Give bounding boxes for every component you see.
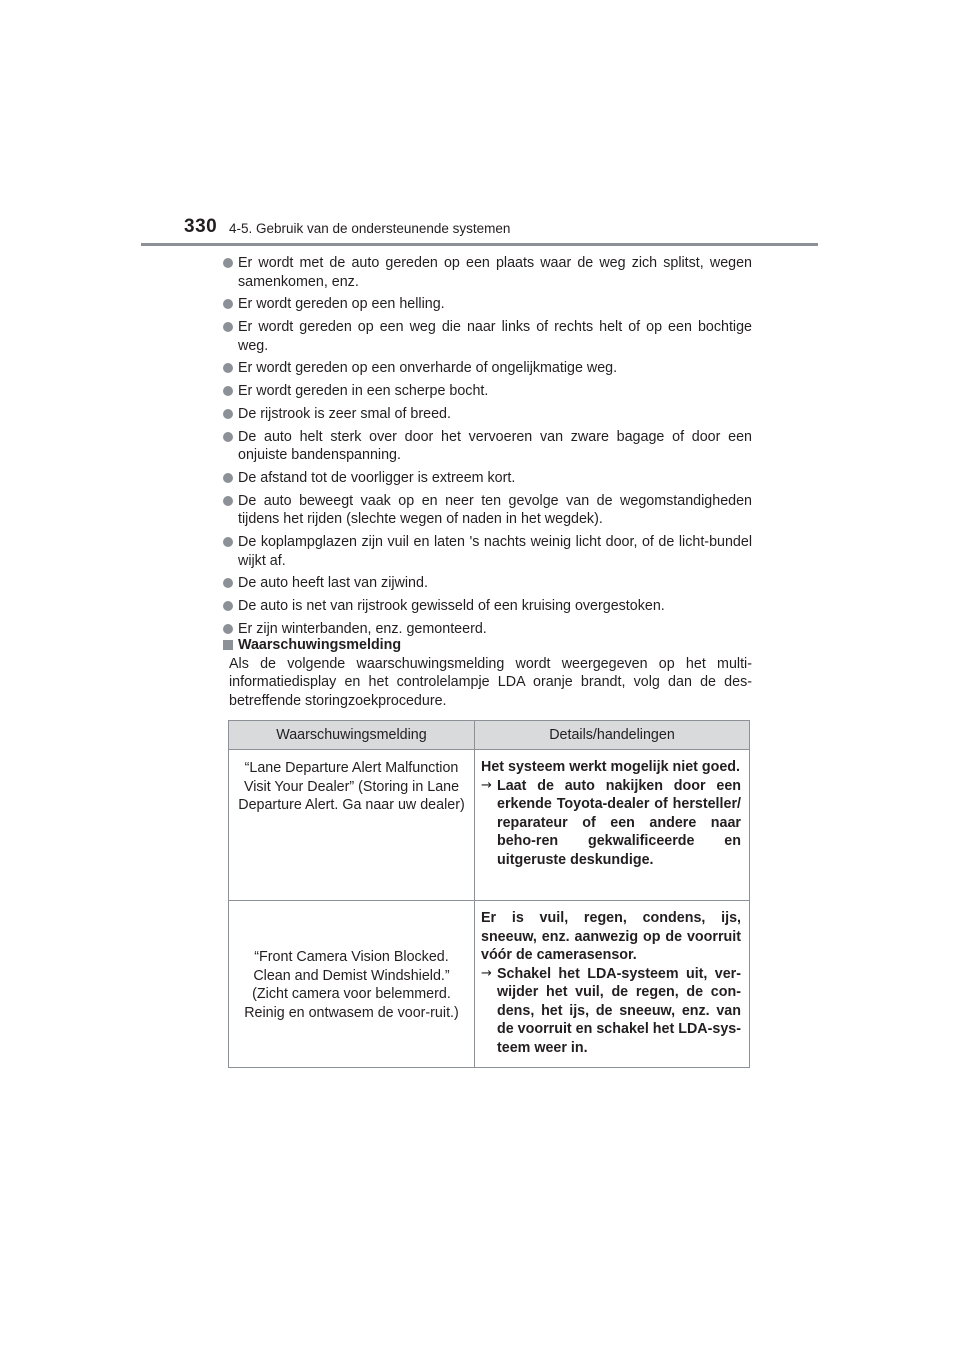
list-item-text: Er wordt gereden in een scherpe bocht. <box>238 383 489 400</box>
header-rule <box>141 243 818 246</box>
square-bullet-icon <box>223 640 233 650</box>
section-title: 4-5. Gebruik van de ondersteunende systemen <box>229 221 511 236</box>
list-item-text: Er wordt gereden op een helling. <box>238 296 445 313</box>
warning-message-cell: “Lane Departure Alert Malfunction Visit Your Dealer” (Storing in Lane Departure Alert. Ga naar uw dealer) <box>229 750 475 901</box>
list-item-text: De rijstrook is zeer smal of breed. <box>238 405 451 422</box>
list-item <box>222 469 752 488</box>
bullet-icon <box>223 363 233 373</box>
action-text: Laat de auto nakijken door een erkende Toyota-dealer of hersteller/ reparateur of een andere naar beho-ren gekwalificeerde en uitgeruste deskundige. <box>497 777 741 868</box>
list-item <box>222 533 752 570</box>
list-item <box>222 428 752 465</box>
bullet-icon <box>223 537 233 547</box>
column-header-details: Details/handelingen <box>475 721 750 750</box>
list-item-text: De auto beweegt vaak op en neer ten gevolge van de wegomstandigheden tijdens het rijden (slechte wegen of naden in het wegdek). <box>238 492 752 528</box>
bullet-icon <box>223 496 233 506</box>
arrow-right-icon: → <box>481 777 492 793</box>
list-item <box>222 359 752 378</box>
list-item-text: De afstand tot de voorligger is extreem kort. <box>238 470 516 487</box>
bullet-icon <box>223 578 233 588</box>
section-heading-text: Waarschuwingsmelding <box>238 637 402 653</box>
detail-text: Er is vuil, regen, condens, ijs, sneeuw, enz. aanwezig op de voorruit vóór de camerasensor. <box>481 910 741 963</box>
list-item-text: De koplampglazen zijn vuil en laten 's nachts weinig licht door, of de licht-bundel wijkt af. <box>238 534 752 569</box>
page-number: 330 <box>184 216 218 237</box>
list-item-text: Er wordt met de auto gereden op een plaats waar de weg zich splitst, wegen samenkomen, enz. <box>238 255 752 290</box>
list-item-text: De auto helt sterk over door het vervoeren van zware bagage of door een onjuiste bandenspanning. <box>238 428 752 464</box>
warning-table <box>228 720 750 1068</box>
bullet-icon <box>223 322 233 332</box>
list-item <box>222 597 752 616</box>
list-item <box>222 574 752 593</box>
warning-message-cell: “Front Camera Vision Blocked. Clean and Demist Windshield.” (Zicht camera voor belemmerd. Reinig en ontwasem de voor-ruit.) <box>229 901 475 1068</box>
column-header-message: Waarschuwingsmelding <box>229 721 475 750</box>
bullet-icon <box>223 473 233 483</box>
condition-list <box>222 254 752 643</box>
page-header <box>0 0 960 250</box>
list-item-text: De auto is net van rijstrook gewisseld of een kruising overgestoken. <box>238 598 665 615</box>
list-item <box>222 405 752 424</box>
bullet-icon <box>223 386 233 396</box>
action-line <box>481 965 741 1058</box>
table-row <box>229 901 750 1068</box>
bullet-icon <box>223 432 233 442</box>
list-item <box>222 492 752 529</box>
detail-text: Het systeem werkt mogelijk niet goed. <box>481 759 741 775</box>
bullet-icon <box>223 601 233 611</box>
arrow-right-icon: → <box>481 965 492 981</box>
list-item <box>222 295 752 314</box>
list-item-text: Er wordt gereden op een onverharde of ongelijkmatige weg. <box>238 360 618 377</box>
bullet-icon <box>223 624 233 634</box>
warning-section <box>222 636 752 710</box>
section-intro: Als de volgende waarschuwingsmelding wordt weergegeven op het multi-informatiedisplay en het controlelampje LDA oranje brandt, volg dan de des-betreffende storingzoekprocedure. <box>229 655 752 709</box>
details-cell <box>475 750 750 901</box>
list-item <box>222 254 752 291</box>
details-cell <box>475 901 750 1068</box>
bullet-icon <box>223 258 233 268</box>
table-header-row <box>229 721 750 750</box>
list-item <box>222 382 752 401</box>
list-item-text: Er wordt gereden op een weg die naar links of rechts helt of op een bochtige weg. <box>238 319 752 354</box>
table-row <box>229 750 750 901</box>
list-item <box>222 318 752 355</box>
bullet-icon <box>223 409 233 419</box>
action-text: Schakel het LDA-systeem uit, ver-wijder het vuil, de regen, de con-dens, het ijs, de sneeuw, enz. van de voorruit en schakel het LDA-sys-teem weer in. <box>497 965 741 1056</box>
action-line <box>481 777 741 870</box>
list-item-text: De auto heeft last van zijwind. <box>238 575 428 592</box>
bullet-icon <box>223 299 233 309</box>
section-heading <box>222 636 752 655</box>
list-item-text: Er zijn winterbanden, enz. gemonteerd. <box>238 621 487 638</box>
